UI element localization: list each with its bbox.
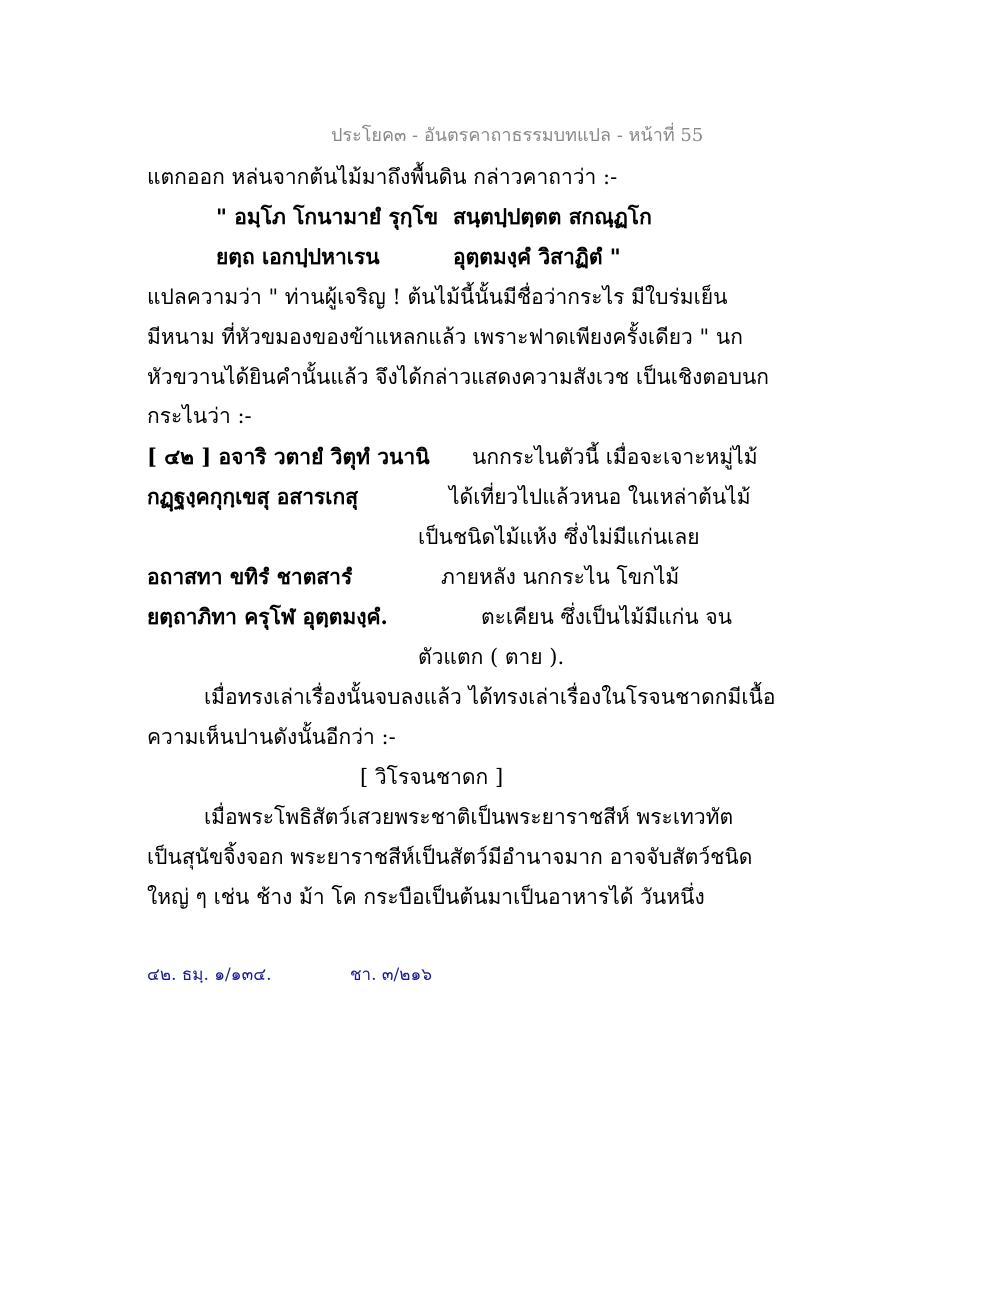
verse1-line1-left: " อมฺโภ โกนามายํ รุกฺโข [216,204,439,229]
verse1-line1-right: สนฺตปฺปตฺตต สกณฺฏโก [453,204,652,229]
translation-line: หัวขวานได้ยินคำนั้นแล้ว จึงได้กล่าวแสดงความสังเวช เป็นเชิงตอบนก [147,365,770,389]
translation-line: กระไนว่า :- [147,404,252,428]
section-title: [ วิโรจนชาดก ] [360,765,504,789]
verse42-thai: ตะเคียน ซึ่งเป็นไม้มีแก่น จน [481,605,733,629]
paragraph-line: ใหญ่ ๆ เช่น ช้าง ม้า โค กระบือเป็นต้นมาเป็นอาหารได้ วันหนึ่ง [147,885,705,909]
verse42-pali: ยตฺถาภิทา ครุโฬ อุตฺตมงฺคํ. [147,604,388,629]
verse42-thai: ได้เที่ยวไปแล้วหนอ ในเหล่าต้นไม้ [449,485,751,509]
page-header: ประโยค๓ - อันตรคาถาธรรมบทแปล - หน้าที่ 55 [331,125,704,146]
translation-line: แปลความว่า " ท่านผู้เจริญ ! ต้นไม้นี้นั้นมีชื่อว่ากระไร มีใบร่มเย็น [147,285,728,309]
verse42-thai: ภายหลัง นกกระไน โขกไม้ [441,565,680,589]
verse42-thai: เป็นชนิดไม้แห้ง ซึ่งไม่มีแก่นเลย [418,525,700,549]
paragraph-line: เมื่อทรงเล่าเรื่องนั้นจบลงแล้ว ได้ทรงเล่าเรื่องในโรจนชาดกมีเนื้อ [204,685,776,709]
paragraph-line: เมื่อพระโพธิสัตว์เสวยพระชาติเป็นพระยาราชสีห์ พระเทวทัต [204,805,734,829]
intro-line: แตกออก หล่นจากต้นไม้มาถึงพื้นดิน กล่าวคาถาว่า :- [147,165,618,189]
translation-line: มีหนาม ที่หัวขมองของข้าแหลกแล้ว เพราะฟาดเพียงครั้งเดียว " นก [147,325,743,349]
verse1-line2-right: อุตฺตมงฺคํ วิสาฏิตํ " [453,244,621,269]
verse1-line2-left: ยตฺถ เอกปฺปหาเรน [216,244,380,269]
verse42-pali: [ ๔๒ ] อจาริ วตายํ วิตุทํ วนานิ [147,444,430,469]
verse42-thai: นกกระไนตัวนี้ เมื่อจะเจาะหมู่ไม้ [472,445,758,469]
verse42-pali: อถาสทา ขทิรํ ชาตสารํ [147,564,353,589]
footnote-ref: ชา. ๓/๒๑๖ [350,965,433,985]
paragraph-line: เป็นสุนัขจิ้งจอก พระยาราชสีห์เป็นสัตว์มีอำนาจมาก อาจจับสัตว์ชนิด [147,845,753,869]
verse42-pali: กฏฺฐงฺคกุกฺเขสุ อสารเกสุ [147,484,359,509]
footnote-ref: ๔๒. ธมฺ. ๑/๑๓๔. [147,965,272,985]
paragraph-line: ความเห็นปานดังนั้นอีกว่า :- [147,725,396,749]
verse42-thai: ตัวแตก ( ตาย ). [418,645,565,669]
